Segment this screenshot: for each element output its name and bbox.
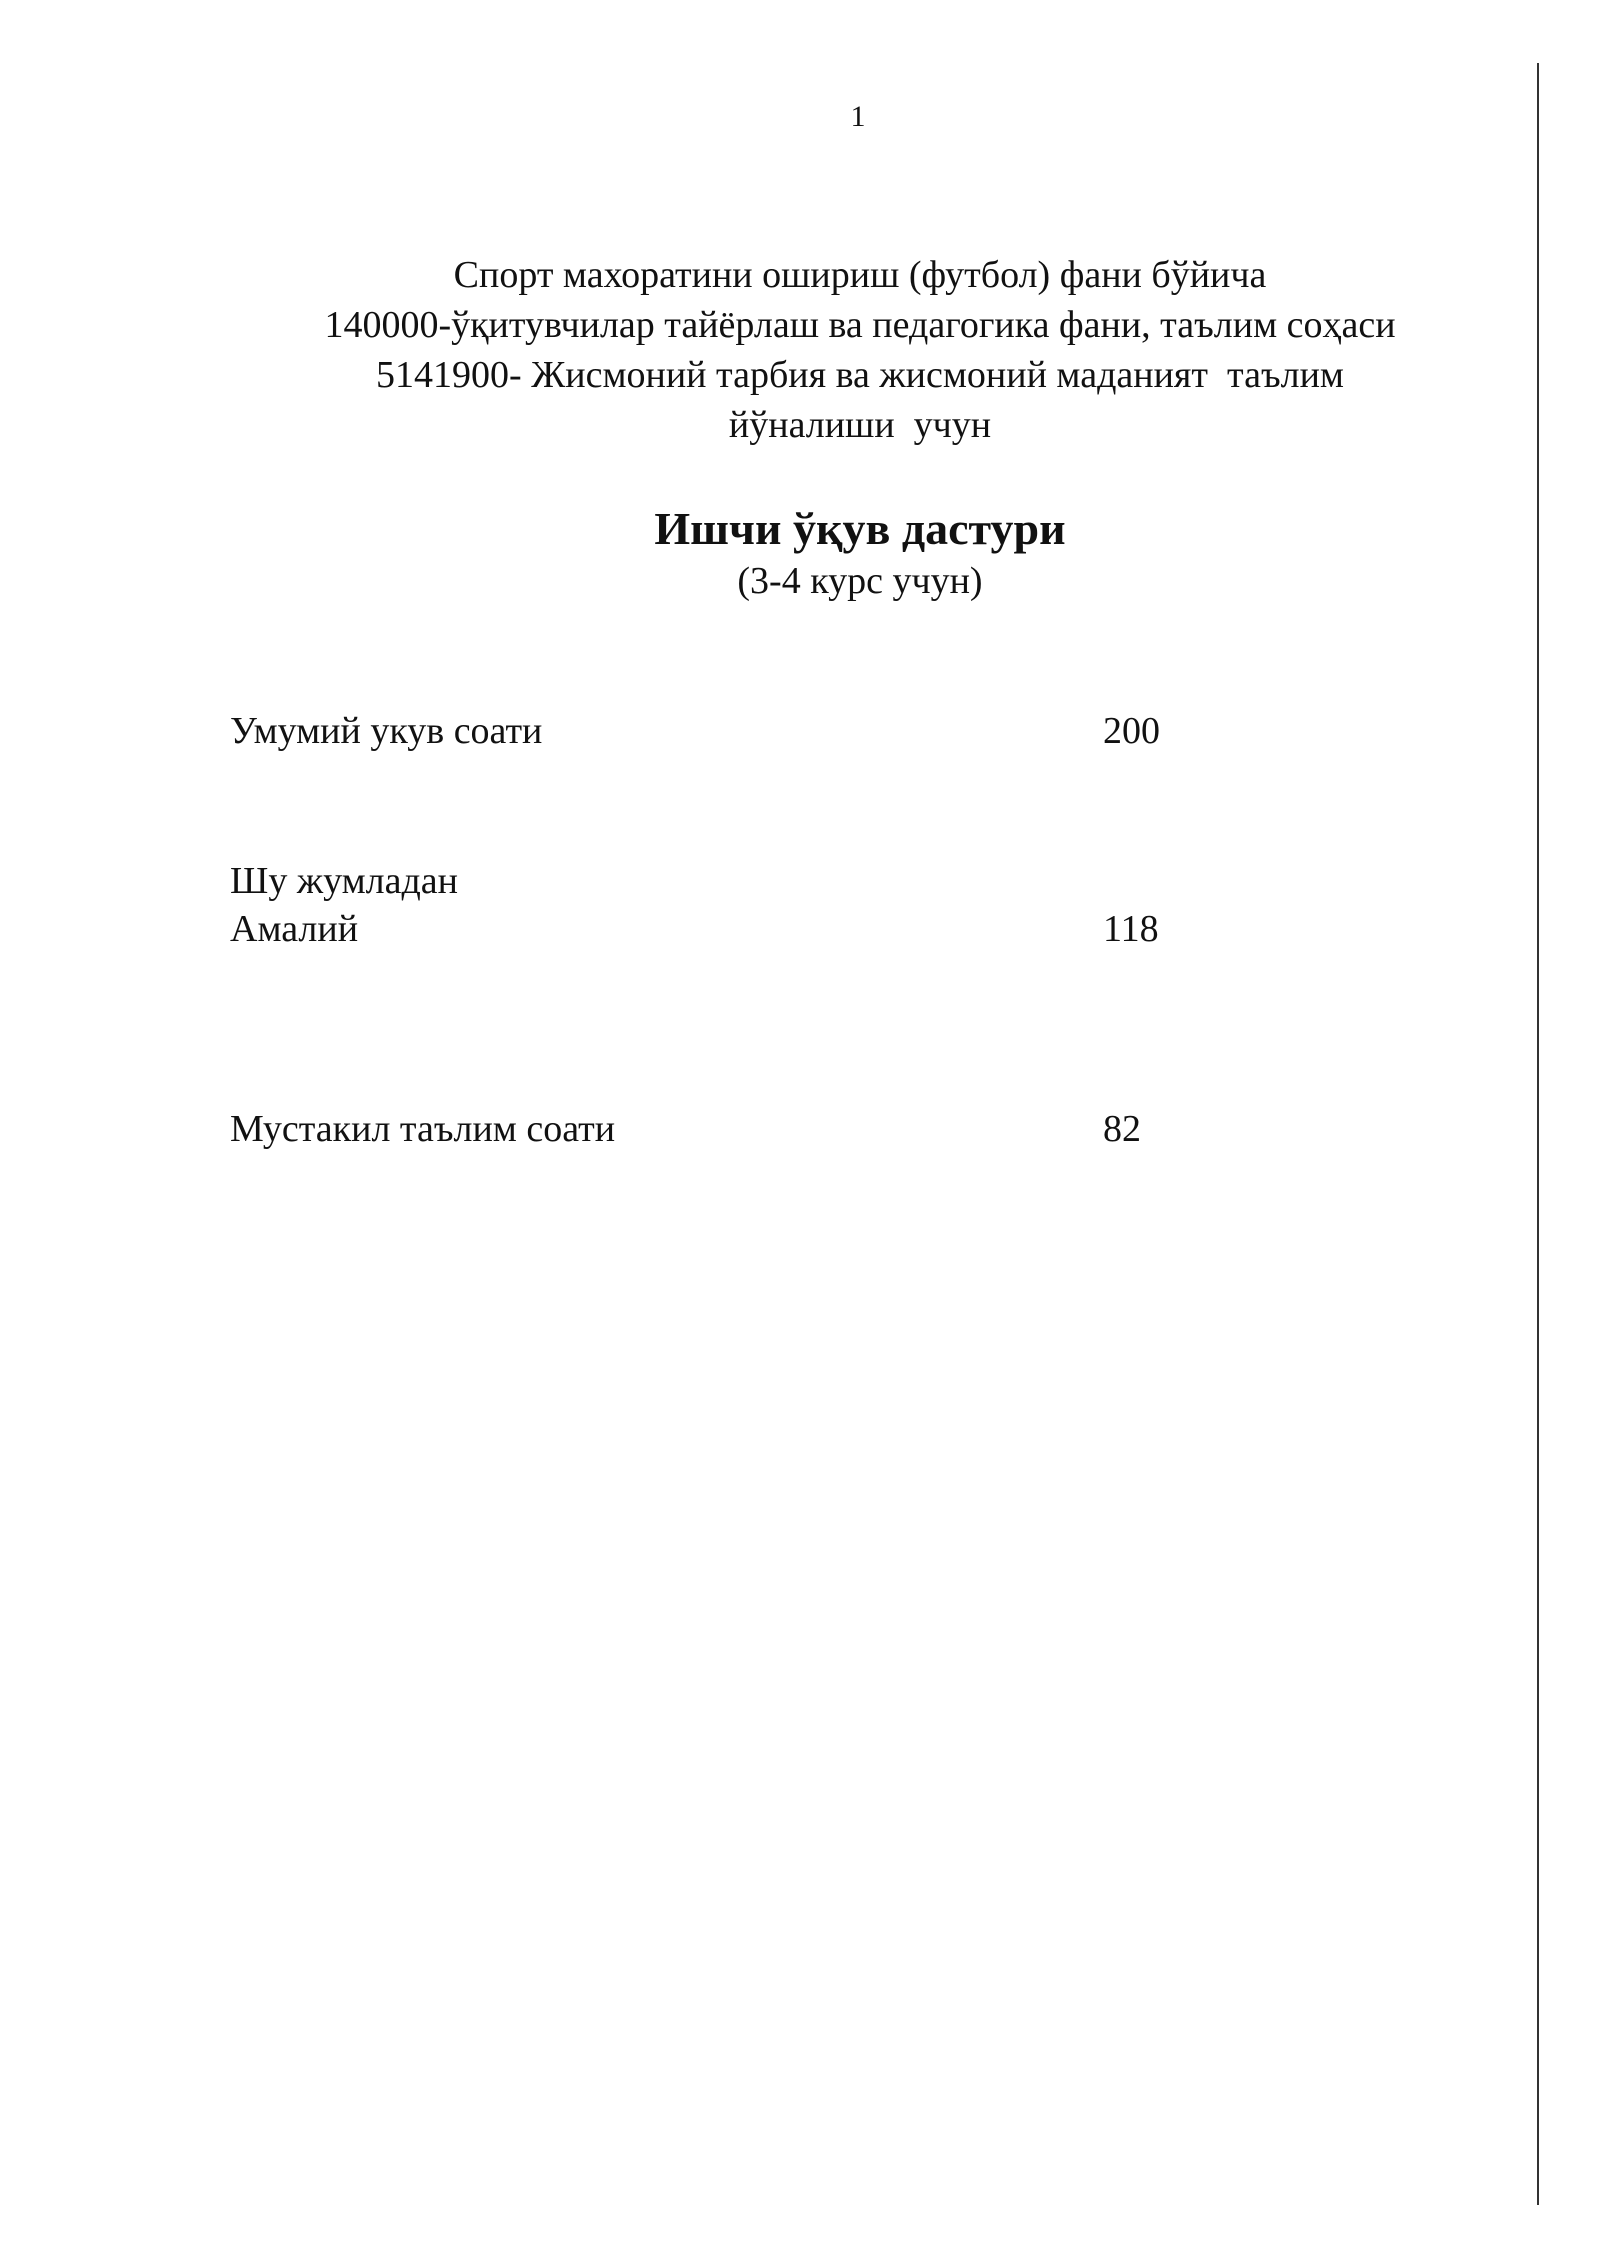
header-direction-continuation: йўналиши учун: [728, 404, 992, 446]
total-hours-value: 200: [1103, 710, 1160, 752]
document-header: [230, 250, 1490, 450]
including-label: Шу жумладан: [230, 860, 458, 902]
independent-study-label: Мустакил таълим соати: [230, 1108, 616, 1150]
page-margin-line: [1537, 63, 1539, 2205]
total-hours-label: Умумий укув соати: [230, 710, 543, 752]
header-field-line: 140000-ўқитувчилар тайёрлаш ва педагогика фани, таълим соҳаси: [324, 304, 1396, 346]
document-title: Ишчи ўқув дастури: [654, 503, 1066, 554]
document-subtitle: (3-4 курс учун): [737, 560, 983, 602]
page-number: 1: [850, 100, 866, 133]
header-subject-line: Спорт махоратини ошириш (футбол) фани бўйича: [453, 254, 1267, 296]
independent-study-value: 82: [1103, 1108, 1141, 1150]
header-direction-line: 5141900- Жисмоний тарбия ва жисмоний маданият таълим: [376, 354, 1344, 396]
practical-hours-value: 118: [1103, 908, 1159, 950]
practical-hours-label: Амалий: [230, 908, 359, 950]
